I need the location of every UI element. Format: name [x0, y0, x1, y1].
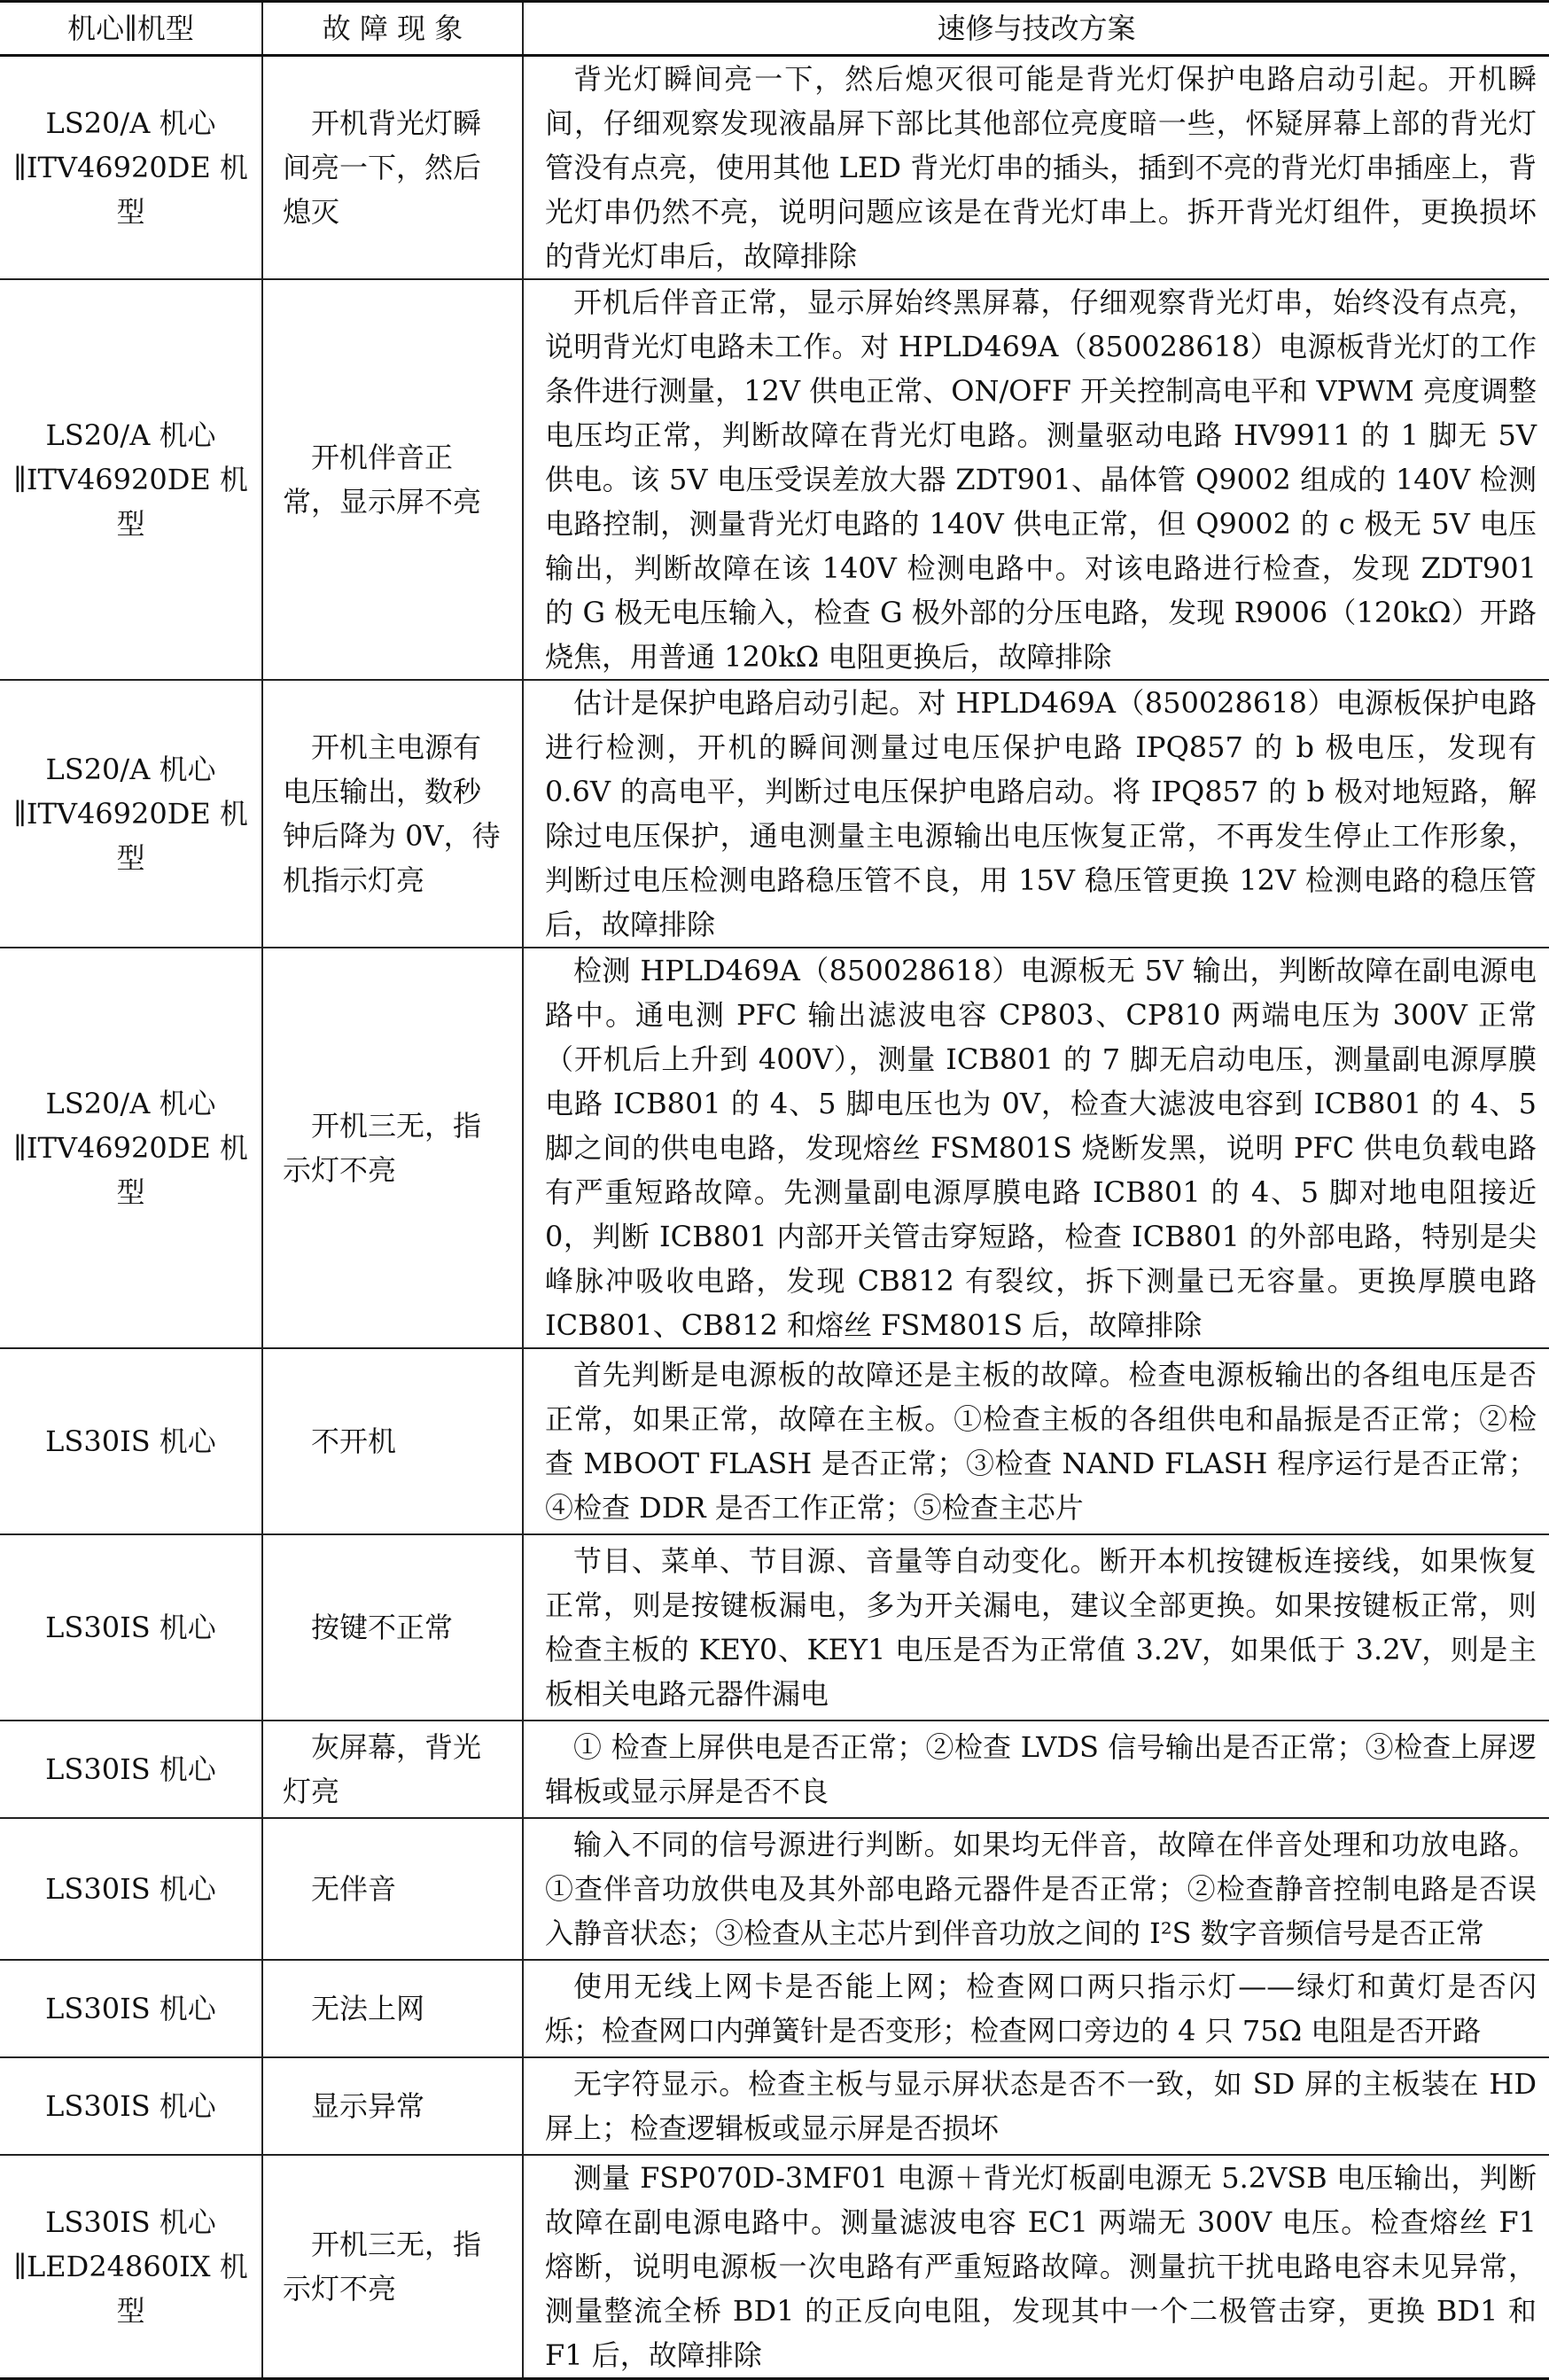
model-cell: LS30IS 机心 — [0, 1818, 262, 1960]
table-row — [0, 2155, 1549, 2379]
symptom-cell: 灰屏幕，背光灯亮 — [262, 1721, 523, 1818]
header-solution: 速修与技改方案 — [523, 2, 1549, 56]
model-cell: LS20/A 机心∥ITV46920DE 机型 — [0, 680, 262, 948]
table-row — [0, 279, 1549, 680]
solution-cell: 估计是保护电路启动引起。对 HPLD469A（850028618）电源板保护电路进行检测，开机的瞬间测量过电压保护电路 IPQ857 的 b 极电压，发现有 0.6V 的高电平，判断过电压保护电路启动。将 IPQ857 的 b 极对地短路，解除过电压保护，通电测量主电源输出电压恢复正常，不再发生停止工作形象，判断过电压检测电路稳压管不良，用 15V 稳压管更换 12V 检测电路的稳压管后，故障排除 — [523, 680, 1549, 948]
symptom-cell: 开机伴音正常，显示屏不亮 — [262, 279, 523, 680]
table-row — [0, 1721, 1549, 1818]
symptom-cell: 开机背光灯瞬间亮一下，然后熄灭 — [262, 56, 523, 280]
header-model: 机心∥机型 — [0, 2, 262, 56]
solution-cell: 首先判断是电源板的故障还是主板的故障。检查电源板输出的各组电压是否正常，如果正常，故障在主板。①检查主板的各组供电和晶振是否正常；②检查 MBOOT FLASH 是否正常；③检查 NAND FLASH 程序运行是否正常；④检查 DDR 是否工作正常；⑤检查主芯片 — [523, 1348, 1549, 1534]
table-row — [0, 1534, 1549, 1721]
model-cell: LS20/A 机心∥ITV46920DE 机型 — [0, 56, 262, 280]
table-row — [0, 680, 1549, 948]
solution-cell: 使用无线上网卡是否能上网；检查网口两只指示灯——绿灯和黄灯是否闪烁；检查网口内弹簧针是否变形；检查网口旁边的 4 只 75Ω 电阻是否开路 — [523, 1960, 1549, 2057]
symptom-cell: 无伴音 — [262, 1818, 523, 1960]
symptom-cell: 无法上网 — [262, 1960, 523, 2057]
solution-cell: 背光灯瞬间亮一下，然后熄灭很可能是背光灯保护电路启动引起。开机瞬间，仔细观察发现液晶屏下部比其他部位亮度暗一些，怀疑屏幕上部的背光灯管没有点亮，使用其他 LED 背光灯串的插头，插到不亮的背光灯串插座上，背光灯串仍然不亮，说明问题应该是在背光灯串上。拆开背光灯组件，更换损坏的背光灯串后，故障排除 — [523, 56, 1549, 280]
table-row — [0, 1960, 1549, 2057]
solution-cell: 检测 HPLD469A（850028618）电源板无 5V 输出，判断故障在副电源电路中。通电测 PFC 输出滤波电容 CP803、CP810 两端电压为 300V 正常（开机后上升到 400V），测量 ICB801 的 7 脚无启动电压，测量副电源厚膜电路 ICB801 的 4、5 脚电压也为 0V，检查大滤波电容到 ICB801 的 4、5 脚之间的供电电路，发现熔丝 FSM801S 烧断发黑，说明 PFC 供电负载电路有严重短路故障。先测量副电源厚膜电路 ICB801 的 4、5 脚对地电阻接近 0，判断 ICB801 内部开关管击穿短路，检查 ICB801 的外部电路，特别是尖峰脉冲吸收电路，发现 CB812 有裂纹，拆下测量已无容量。更换厚膜电路 ICB801、CB812 和熔丝 FSM801S 后，故障排除 — [523, 948, 1549, 1348]
header-symptom: 故 障 现 象 — [262, 2, 523, 56]
symptom-cell: 不开机 — [262, 1348, 523, 1534]
model-cell: LS20/A 机心∥ITV46920DE 机型 — [0, 948, 262, 1348]
symptom-cell: 开机主电源有电压输出，数秒钟后降为 0V，待机指示灯亮 — [262, 680, 523, 948]
solution-cell: 无字符显示。检查主板与显示屏状态是否不一致，如 SD 屏的主板装在 HD 屏上；检查逻辑板或显示屏是否损坏 — [523, 2057, 1549, 2155]
model-cell: LS30IS 机心 — [0, 1721, 262, 1818]
solution-cell: ① 检查上屏供电是否正常；②检查 LVDS 信号输出是否正常；③检查上屏逻辑板或显示屏是否不良 — [523, 1721, 1549, 1818]
header-row — [0, 2, 1549, 56]
symptom-cell: 显示异常 — [262, 2057, 523, 2155]
symptom-cell: 开机三无，指示灯不亮 — [262, 2155, 523, 2379]
model-cell: LS20/A 机心∥ITV46920DE 机型 — [0, 279, 262, 680]
solution-cell: 测量 FSP070D-3MF01 电源＋背光灯板副电源无 5.2VSB 电压输出，判断故障在副电源电路中。测量滤波电容 EC1 两端无 300V 电压。检查熔丝 F1 熔断，说明电源板一次电路有严重短路故障。测量抗干扰电路电容未见异常，测量整流全桥 BD1 的正反向电阻，发现其中一个二极管击穿，更换 BD1 和 F1 后，故障排除 — [523, 2155, 1549, 2379]
model-cell: LS30IS 机心 — [0, 1348, 262, 1534]
solution-cell: 开机后伴音正常，显示屏始终黑屏幕，仔细观察背光灯串，始终没有点亮，说明背光灯电路未工作。对 HPLD469A（850028618）电源板背光灯的工作条件进行测量，12V 供电正常、ON/OFF 开关控制高电平和 VPWM 亮度调整电压均正常，判断故障在背光灯电路。测量驱动电路 HV9911 的 1 脚无 5V 供电。该 5V 电压受误差放大器 ZDT901、晶体管 Q9002 组成的 140V 检测电路控制，测量背光灯电路的 140V 供电正常，但 Q9002 的 c 极无 5V 电压输出，判断故障在该 140V 检测电路中。对该电路进行检查，发现 ZDT901 的 G 极无电压输入，检查 G 极外部的分压电路，发现 R9006（120kΩ）开路烧焦，用普通 120kΩ 电阻更换后，故障排除 — [523, 279, 1549, 680]
table-row — [0, 1818, 1549, 1960]
symptom-cell: 开机三无，指示灯不亮 — [262, 948, 523, 1348]
model-cell: LS30IS 机心 — [0, 1960, 262, 2057]
model-cell: LS30IS 机心∥LED24860IX 机型 — [0, 2155, 262, 2379]
table-row — [0, 56, 1549, 280]
solution-cell: 输入不同的信号源进行判断。如果均无伴音，故障在伴音处理和功放电路。①查伴音功放供电及其外部电路元器件是否正常；②检查静音控制电路是否误入静音状态；③检查从主芯片到伴音功放之间的 I²S 数字音频信号是否正常 — [523, 1818, 1549, 1960]
table-row — [0, 2057, 1549, 2155]
solution-cell: 节目、菜单、节目源、音量等自动变化。断开本机按键板连接线，如果恢复正常，则是按键板漏电，多为开关漏电，建议全部更换。如果按键板正常，则检查主板的 KEY0、KEY1 电压是否为正常值 3.2V，如果低于 3.2V，则是主板相关电路元器件漏电 — [523, 1534, 1549, 1721]
symptom-cell: 按键不正常 — [262, 1534, 523, 1721]
table-row — [0, 948, 1549, 1348]
model-cell: LS30IS 机心 — [0, 2057, 262, 2155]
table-row — [0, 1348, 1549, 1534]
model-cell: LS30IS 机心 — [0, 1534, 262, 1721]
